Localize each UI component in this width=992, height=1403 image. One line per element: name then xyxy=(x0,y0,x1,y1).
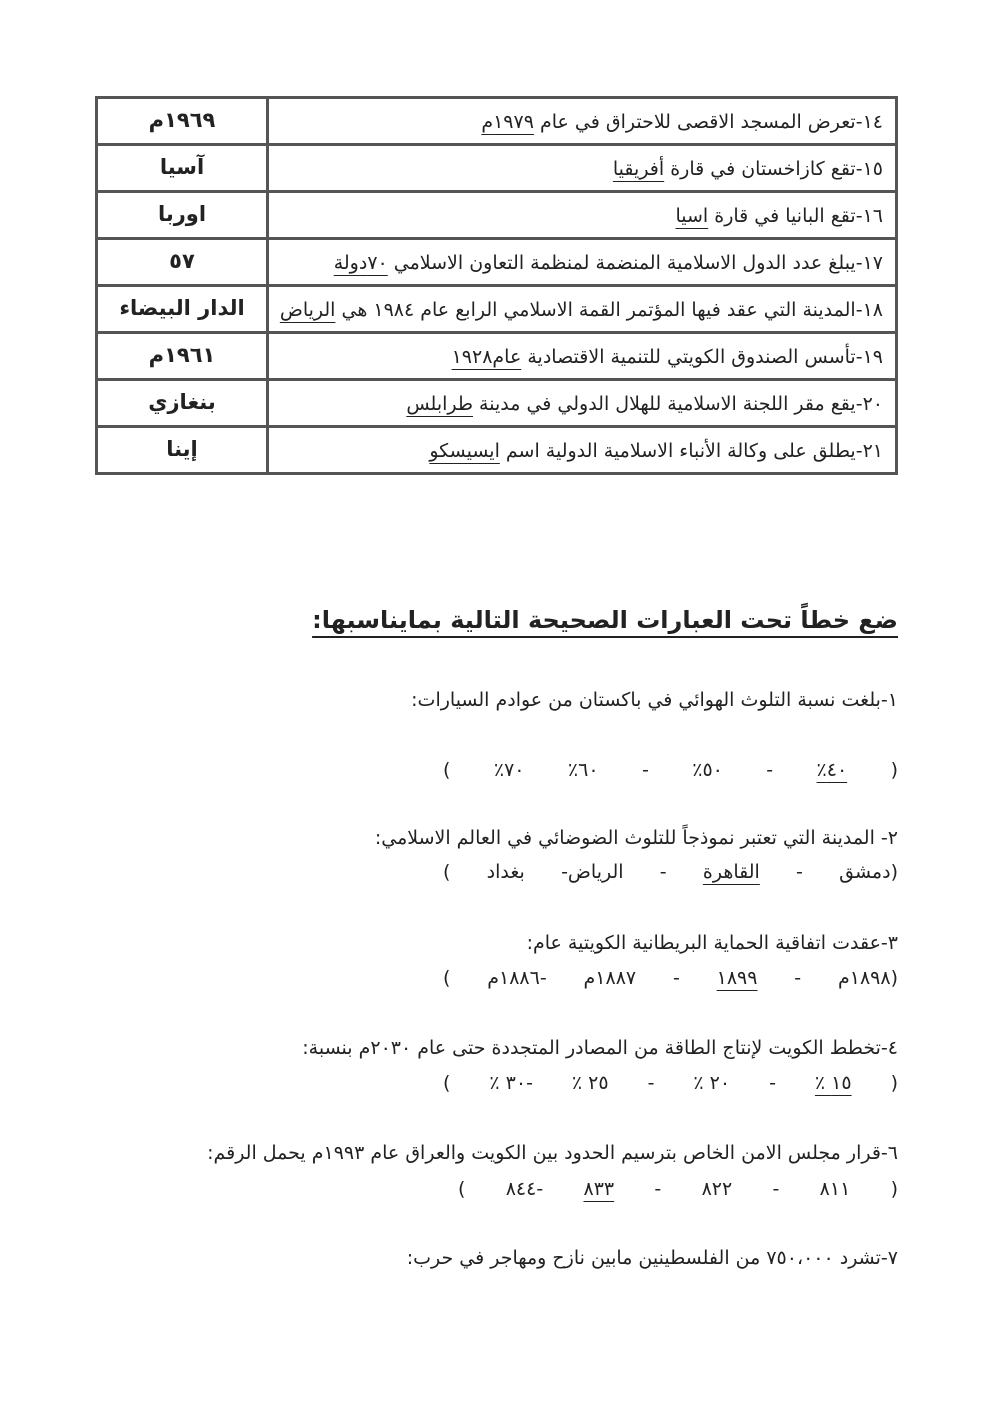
underlined-error: طرابلس xyxy=(406,393,473,415)
question-2-text: ٢- المدينة التي تعتبر نموذجاً للتلوث الضوضائي في العالم الاسلامي: xyxy=(374,827,898,849)
underlined-error: ٧٠دولة xyxy=(333,252,388,274)
table-row xyxy=(97,192,897,239)
underlined-error: الرياض xyxy=(279,299,336,321)
statement-cell: ٢١-يطلق على وكالة الأنباء الاسلامية الدولية اسم ايسيسكو xyxy=(268,427,897,474)
question-3-text: ٣-عقدت اتفاقية الحماية البريطانية الكويتية عام: xyxy=(526,932,898,954)
correction-cell: آسيا xyxy=(97,145,268,192)
underlined-error: عام١٩٢٨ xyxy=(451,346,522,368)
table-row xyxy=(97,145,897,192)
option-selected: ١٥ ٪ xyxy=(814,1072,852,1094)
question-1-options: ( ٤٠٪ - ٥٠٪ - ٦٠٪ ٧٠٪ ) xyxy=(443,755,898,785)
question-4-text: ٤-تخطط الكويت لإنتاج الطاقة من المصادر المتجددة حتى عام ٢٠٣٠م بنسبة: xyxy=(302,1037,898,1059)
correction-cell: اوربا xyxy=(97,192,268,239)
option-selected: ٤٠٪ xyxy=(816,759,848,781)
correction-cell: إينا xyxy=(97,427,268,474)
statement-cell: ١٧-يبلغ عدد الدول الاسلامية المنضمة لمنظمة التعاون الاسلامي ٧٠دولة xyxy=(268,239,897,286)
correction-cell: ١٩٦١م xyxy=(97,333,268,380)
option-selected: ٨٣٣ xyxy=(583,1178,615,1200)
table-row xyxy=(97,380,897,427)
question-6-text: ٦-قرار مجلس الامن الخاص بترسيم الحدود بين الكويت والعراق عام ١٩٩٣م يحمل الرقم: xyxy=(207,1142,898,1164)
statement-cell: ١٨-المدينة التي عقد فيها المؤتمر القمة الاسلامي الرابع عام ١٩٨٤ هي الرياض xyxy=(268,286,897,333)
statement-cell: ١٥-تقع كازاخستان في قارة أفريقيا xyxy=(268,145,897,192)
underlined-error: اسيا xyxy=(675,205,709,227)
statement-cell: ١٩-تأسس الصندوق الكويتي للتنمية الاقتصادية عام١٩٢٨ xyxy=(268,333,897,380)
option-selected: القاهرة xyxy=(702,861,760,883)
table-row xyxy=(97,286,897,333)
section-heading: ضع خطاً تحت العبارات الصحيحة التالية بمايناسبها: xyxy=(312,606,898,634)
correction-cell: ١٩٦٩م xyxy=(97,98,268,145)
question-6-options: ( ٨١١ - ٨٢٢ - ٨٣٣ -٨٤٤ ) xyxy=(458,1174,898,1204)
question-4-options: ( ١٥ ٪ - ٢٠ ٪ - ٢٥ ٪ -٣٠ ٪ ) xyxy=(443,1068,898,1098)
table-row xyxy=(97,239,897,286)
correction-table xyxy=(95,96,898,475)
table-row xyxy=(97,333,897,380)
underlined-error: ١٩٧٩م xyxy=(481,111,534,133)
option-selected: ١٨٩٩ xyxy=(716,967,758,989)
table-row xyxy=(97,427,897,474)
statement-cell: ٢٠-يقع مقر اللجنة الاسلامية للهلال الدولي في مدينة طرابلس xyxy=(268,380,897,427)
question-7-text: ٧-تشرد ٧٥٠،٠٠٠ من الفلسطينين مابين نازح ومهاجر في حرب: xyxy=(406,1247,898,1269)
statement-cell: ١٦-تقع البانيا في قارة اسيا xyxy=(268,192,897,239)
statement-cell: ١٤-تعرض المسجد الاقصى للاحتراق في عام ١٩٧٩م xyxy=(268,98,897,145)
correction-cell: بنغازي xyxy=(97,380,268,427)
underlined-error: أفريقيا xyxy=(612,158,665,180)
question-2-options: (دمشق - القاهرة - الرياض- بغداد ) xyxy=(443,857,898,887)
correction-cell: الدار البيضاء xyxy=(97,286,268,333)
correction-cell: ٥٧ xyxy=(97,239,268,286)
table-row xyxy=(97,98,897,145)
underlined-error: ايسيسكو xyxy=(429,440,500,462)
question-1-text: ١-بلغت نسبة التلوث الهوائي في باكستان من عوادم السيارات: xyxy=(411,689,898,711)
question-3-options: (١٨٩٨م - ١٨٩٩ - ١٨٨٧م -١٨٨٦م ) xyxy=(443,963,898,993)
